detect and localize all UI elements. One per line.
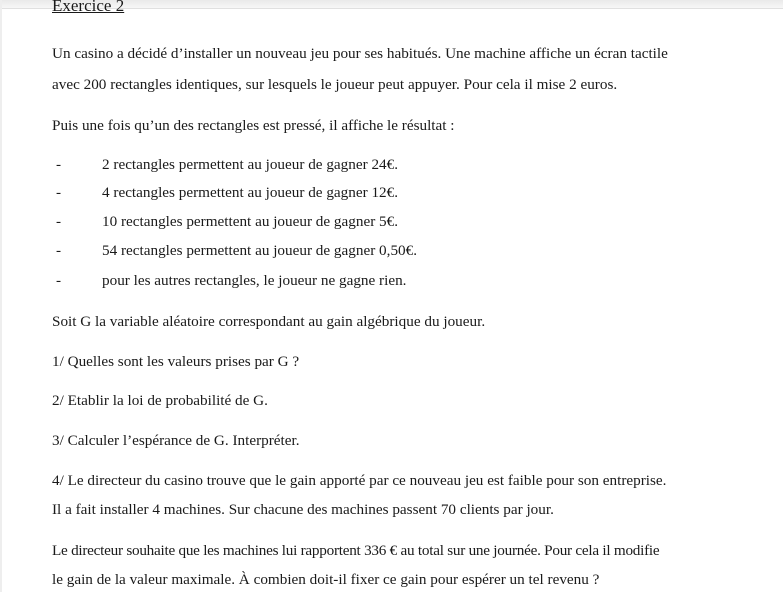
bullet-dash: - (56, 242, 62, 259)
bullet-text: 4 rectangles permettent au joueur de gagner 12€. (102, 184, 399, 201)
bullet-dash: - (56, 156, 62, 173)
intro-line-1: Un casino a décidé d’installer un nouveau jeu pour ses habitués. Une machine affiche un écran tactile (52, 45, 668, 62)
bullet-text: pour les autres rectangles, le joueur ne gagne rien. (102, 272, 407, 289)
question-4-line-2: Il a fait installer 4 machines. Sur chacune des machines passent 70 clients par jour. (52, 501, 554, 518)
bullet-text: 2 rectangles permettent au joueur de gagner 24€. (102, 156, 399, 173)
bullet-text: 10 rectangles permettent au joueur de gagner 5€. (102, 213, 399, 230)
question-5-line-1: Le directeur souhaite que les machines lui rapportent 336 € au total sur une journée. Pour cela il modifie (52, 542, 660, 559)
bullet-dash: - (56, 184, 62, 201)
result-lead: Puis une fois qu’un des rectangles est pressé, il affiche le résultat : (52, 117, 455, 134)
question-4-line-1: 4/ Le directeur du casino trouve que le gain apporté par ce nouveau jeu est faible pour son entreprise. (52, 472, 667, 489)
intro-line-2: avec 200 rectangles identiques, sur lesquels le joueur peut appuyer. Pour cela il mise 2 euros. (52, 76, 618, 93)
question-1: 1/ Quelles sont les valeurs prises par G ? (52, 353, 300, 370)
question-3: 3/ Calculer l’espérance de G. Interpréter. (52, 432, 300, 449)
question-2: 2/ Etablir la loi de probabilité de G. (52, 392, 268, 409)
left-margin-edge (0, 0, 2, 592)
bullet-dash: - (56, 213, 62, 230)
variable-definition: Soit G la variable aléatoire correspondant au gain algébrique du joueur. (52, 313, 486, 330)
bullet-dash: - (56, 272, 62, 289)
bullet-text: 54 rectangles permettent au joueur de gagner 0,50€. (102, 242, 418, 259)
question-5-line-2: le gain de la valeur maximale. À combien doit-il fixer ce gain pour espérer un tel revenu ? (52, 571, 600, 588)
exercise-title: Exercice 2 (52, 0, 125, 15)
